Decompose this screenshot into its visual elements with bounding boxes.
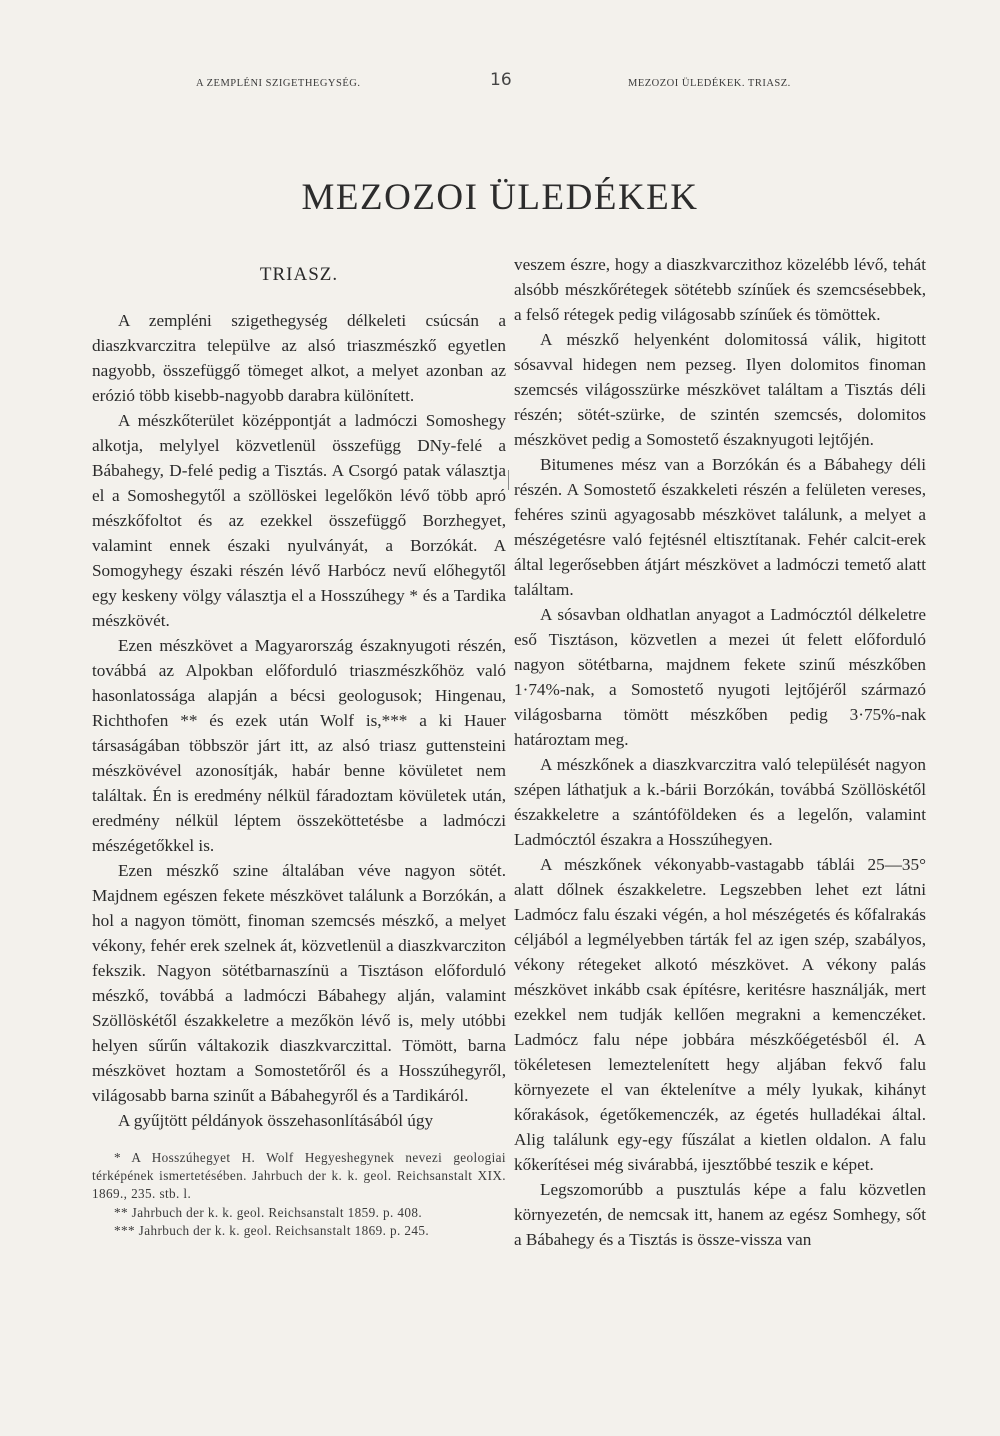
running-head-right: MEZOZOI ÜLEDÉKEK. TRIASZ. (628, 78, 791, 89)
footnote: ** Jahrbuch der k. k. geol. Reichsanstalt 1859. p. 408. (114, 1204, 423, 1220)
section-heading: TRIASZ. (259, 264, 339, 285)
running-head-left: A ZEMPLÉNI SZIGETHEGYSÉG. (196, 78, 361, 89)
paragraph: A sósavban oldhatlan anyagot a Ladmócztól délkeletre eső Tisztáson, közvetlen a mezei út felett előforduló nagyon sötétbarna, majdnem fekete szinű mészkőben 1·74%-nak, a Somostető nyugoti lejtőjéről származó világosbarna tömött mészkőben pedig 3·75%-nak határoztam meg. (514, 605, 926, 749)
paragraph: A mészkőterület középpontját a ladmóczi Somoshegy alkotja, melylyel közvetlenül összefügg DNy-felé a Bábahegy, D-felé pedig a Tisztás. A Csorgó patak választja el a Somoshegytől a szöllöskei legelőkön lévő több apró mészkőfoltot és az ezekkel összefüggő Borzhegyet, valamint ennek északi nyulványát, a Borzókát. A Somogyhegy északi részén lévő Harbócz nevű előhegytől egy keskeny völgy választja el a Hosszúhegy * és a Tardika mészkövét. (92, 411, 506, 630)
paragraph-continued: veszem észre, hogy a diaszkvarczithoz közelébb lévő, tehát alsóbb mészkőrétegek sötétebb színűek és szemcsésebbek, a felső rétegek pedig világosabb színűek és tömöttek. (514, 255, 926, 324)
footnote: * A Hosszúhegyet H. Wolf Hegyeshegynek nevezi geologiai térképének ismertetésében. Jahrbuch der k. k. geol. Reichsanstalt XIX. 1869., 235. stb. l. (92, 1150, 506, 1202)
column-divider (508, 470, 509, 490)
paragraph: A mészkő helyenként dolomitossá válik, higitott sósavval hidegen nem pezseg. Ilyen dolomitos finoman szemcsés világosszürke mészkövet találtam a Tisztás déli részén; sötét-szürke, de szintén szemcsés, dolomitos mészkövet pedig a Somostető északnyugoti lejtőjén. (514, 330, 926, 449)
paragraph: Bitumenes mész van a Borzókán és a Bábahegy déli részén. A Somostető északkeleti részén a felületen vereses, fehéres szinü agyagosabb mészkövet találunk, a melyet a mészégetésre való fejtésnél eltisztítanak. Fehér calcit-erek által legerősebben átjárt mészkövet a ladmóczi temető alatt találtam. (514, 455, 926, 599)
page-title: MEZOZOI ÜLEDÉKEK (301, 177, 699, 218)
paragraph: A mészkőnek a diaszkvarczitra való települését nagyon szépen láthatjuk a k.-bárii Borzókán, továbbá Szöllöskétől északkeletre a szántóföldeken és a legelőn, valamint Ladmócztól északra a Hosszúhegyen. (514, 755, 926, 849)
paragraph: A zempléni szigethegység délkeleti csúcsán a diaszkvarczitra települve az alsó triaszmészkő egyetlen nagyobb, összefüggő tömeget alkot, a melyet azonban az erózió több kisebb-nagyobb darabra különített. (92, 311, 506, 405)
left-column (92, 264, 506, 1240)
paragraph: A mészkőnek vékonyabb-vastagabb táblái 25—35° alatt dőlnek északkeletre. Legszebben lehet ezt látni Ladmócz falu északi végén, a hol mészégetés és kőfalrakás céljából a legmélyebben tárták fel az igen szép, szabályos, vékony rétegeket alkotó mészkövet. A vékony palás mészkövet inkább csak építésre, keritésre használják, mert ezekkel nem tudják kellően megrakni a kemenczéket. Ladmócz falu népe jobbára mészkőégetésből él. A tökéletesen lemeztelenített hegy aljában fekvő falu környezete el van éktelenítve a mély lyukak, kihányt kőrakások, égetőkemenczék, az égetés hulladékai által. Alig találunk egy-egy fűszálat a kietlen oldalon. A falu kőkerítései még sivárabbá, ijesztőbbé teszik e képet. (514, 855, 926, 1174)
paragraph: Ezen mészkő szine általában véve nagyon sötét. Majdnem egészen fekete mészkövet találunk a Borzókán, a hol a nagyon tömött, finoman szemcsés mészkő, a melyet vékony, fehér erek szelnek át, közvetlenül a diaszkvarcziton fekszik. Nagyon sötétbarnaszínü a Tisztáson előforduló mészkő, továbbá a ladmóczi Bábahegy alján, valamint Szöllöskétől északkeletre a mezőkön lévő is, mely utóbbi helyen sűrűn váltakozik diaszkvarczittal. Tömött, barna mészkövet hoztam a Somostetőről és a Hosszúhegyről, világosabb barna szinűt a Bábahegyről és a Tardikáról. (92, 861, 506, 1105)
running-head (0, 70, 1000, 94)
footnote: *** Jahrbuch der k. k. geol. Reichsanstalt 1869. p. 245. (114, 1222, 430, 1238)
paragraph: Ezen mészkövet a Magyarország északnyugoti részén, továbbá az Alpokban előforduló triaszmészkőhöz való hasonlatossága alapján a bécsi geologusok; Hingenau, Richthofen ** és ezek után Wolf is,*** a ki Hauer társaságában többször járt itt, az alsó triasz guttensteini mészkövével azonosítják, habár benne kövületet nem találtak. Én is eredmény nélkül fáradoztam kövületek után, eredmény nélkül léptem összeköttetésbe a ladmóczi mészégetőkkel is. (92, 636, 506, 855)
footnotes (92, 1149, 506, 1240)
right-column (514, 252, 926, 1252)
paragraph: A gyűjtött példányok összehasonlításából úgy (118, 1111, 434, 1130)
page-number: 16 (490, 70, 512, 90)
paragraph: Legszomorúbb a pusztulás képe a falu közvetlen környezetén, de nemcsak itt, hanem az egész Somhegy, sőt a Bábahegy és a Tisztás is össze-vissza van (514, 1180, 926, 1249)
